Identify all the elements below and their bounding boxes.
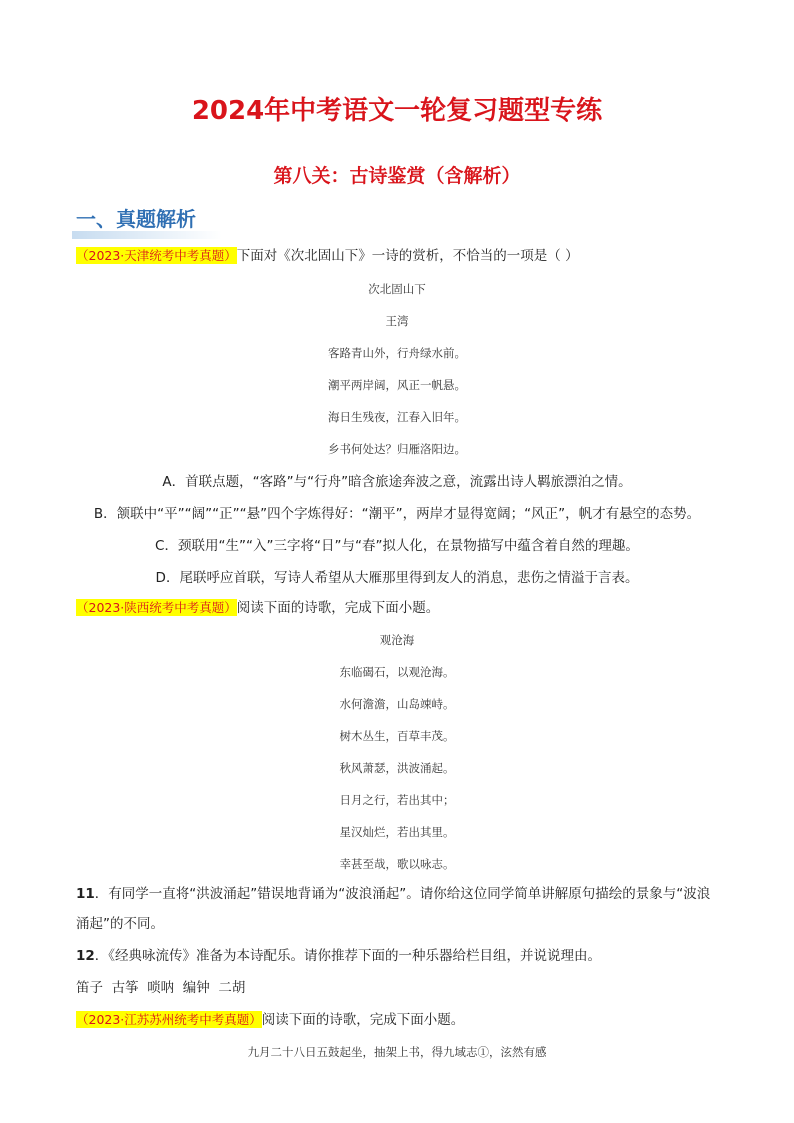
q2-poem-line: 日月之行，若出其中； [339,793,455,807]
section-underline [72,231,222,239]
q1-source-tag: （2023·天津统考中考真题） [76,248,237,263]
q11-number: 11 [76,886,95,902]
q11-line-2: 涌起”的不同。 [76,916,164,932]
q1-poem-author: 王湾 [385,314,409,328]
q1-option-a: A．首联点题，“客路”与“行舟”暗含旅途奔波之意，流露出诗人羁旅漂泊之情。 [162,474,632,490]
instrument-list: 笛子 古筝 唢呐 编钟 二胡 [76,980,246,996]
section-heading: 一、真题解析 [76,207,196,231]
q2-poem-title: 观沧海 [379,633,415,647]
q2-stem: 阅读下面的诗歌，完成下面小题。 [236,600,440,616]
q2-stem-line [76,598,439,618]
q12-number: 12 [76,948,95,964]
q2-poem-line: 星汉灿烂，若出其里。 [339,825,455,839]
q1-poem-title: 次北固山下 [368,282,426,296]
q2-poem-line: 幸甚至哉，歌以咏志。 [339,857,455,871]
q3-stem-line [76,1010,464,1030]
q3-poem-title: 九月二十八日五鼓起坐，抽架上书，得九域志①，泫然有感 [247,1045,547,1059]
q1-poem-line: 潮平两岸阔，风正一帆悬。 [328,378,466,392]
document-subtitle: 第八关：古诗鉴赏（含解析） [273,165,521,187]
q1-poem-line: 乡书何处达？归雁洛阳边。 [328,442,466,456]
q1-option-d: D．尾联呼应首联，写诗人希望从大雁那里得到友人的消息，悲伤之情溢于言表。 [155,570,639,586]
q11-line-1: 11．有同学一直将“洪波涌起”错误地背诵为“波浪涌起”。请你给这位同学简单讲解原句描绘的景象与“波浪 [76,886,711,902]
q12-line: 12．《经典咏流传》准备为本诗配乐。请你推荐下面的一种乐器给栏目组，并说说理由。 [76,948,602,964]
q2-poem-line: 东临碣石，以观沧海。 [339,665,455,679]
q2-source-tag: （2023·陕西统考中考真题） [76,600,237,615]
q1-stem: 下面对《次北固山下》一诗的赏析，不恰当的一项是（ ） [236,248,579,264]
q1-poem-line: 客路青山外，行舟绿水前。 [328,346,466,360]
q1-option-b: B．颔联中“平”“阔”“正”“悬”四个字炼得好：“潮平”，两岸才显得宽阔；“风正”，帆才有悬空的态势。 [93,506,701,522]
q1-option-c: C．颈联用“生”“入”三字将“日”与“春”拟人化，在景物描写中蕴含着自然的理趣。 [155,538,639,554]
q2-poem-line: 秋风萧瑟，洪波涌起。 [339,761,455,775]
q2-poem-line: 树木丛生，百草丰茂。 [339,729,455,743]
q3-stem: 阅读下面的诗歌，完成下面小题。 [261,1012,465,1028]
q1-poem-line: 海日生残夜，江春入旧年。 [328,410,466,424]
q1-stem-line [76,246,579,266]
q2-poem-line: 水何澹澹，山岛竦峙。 [339,697,455,711]
q3-source-tag: （2023·江苏苏州统考中考真题） [76,1012,262,1027]
document-title: 2024年中考语文一轮复习题型专练 [191,96,603,126]
